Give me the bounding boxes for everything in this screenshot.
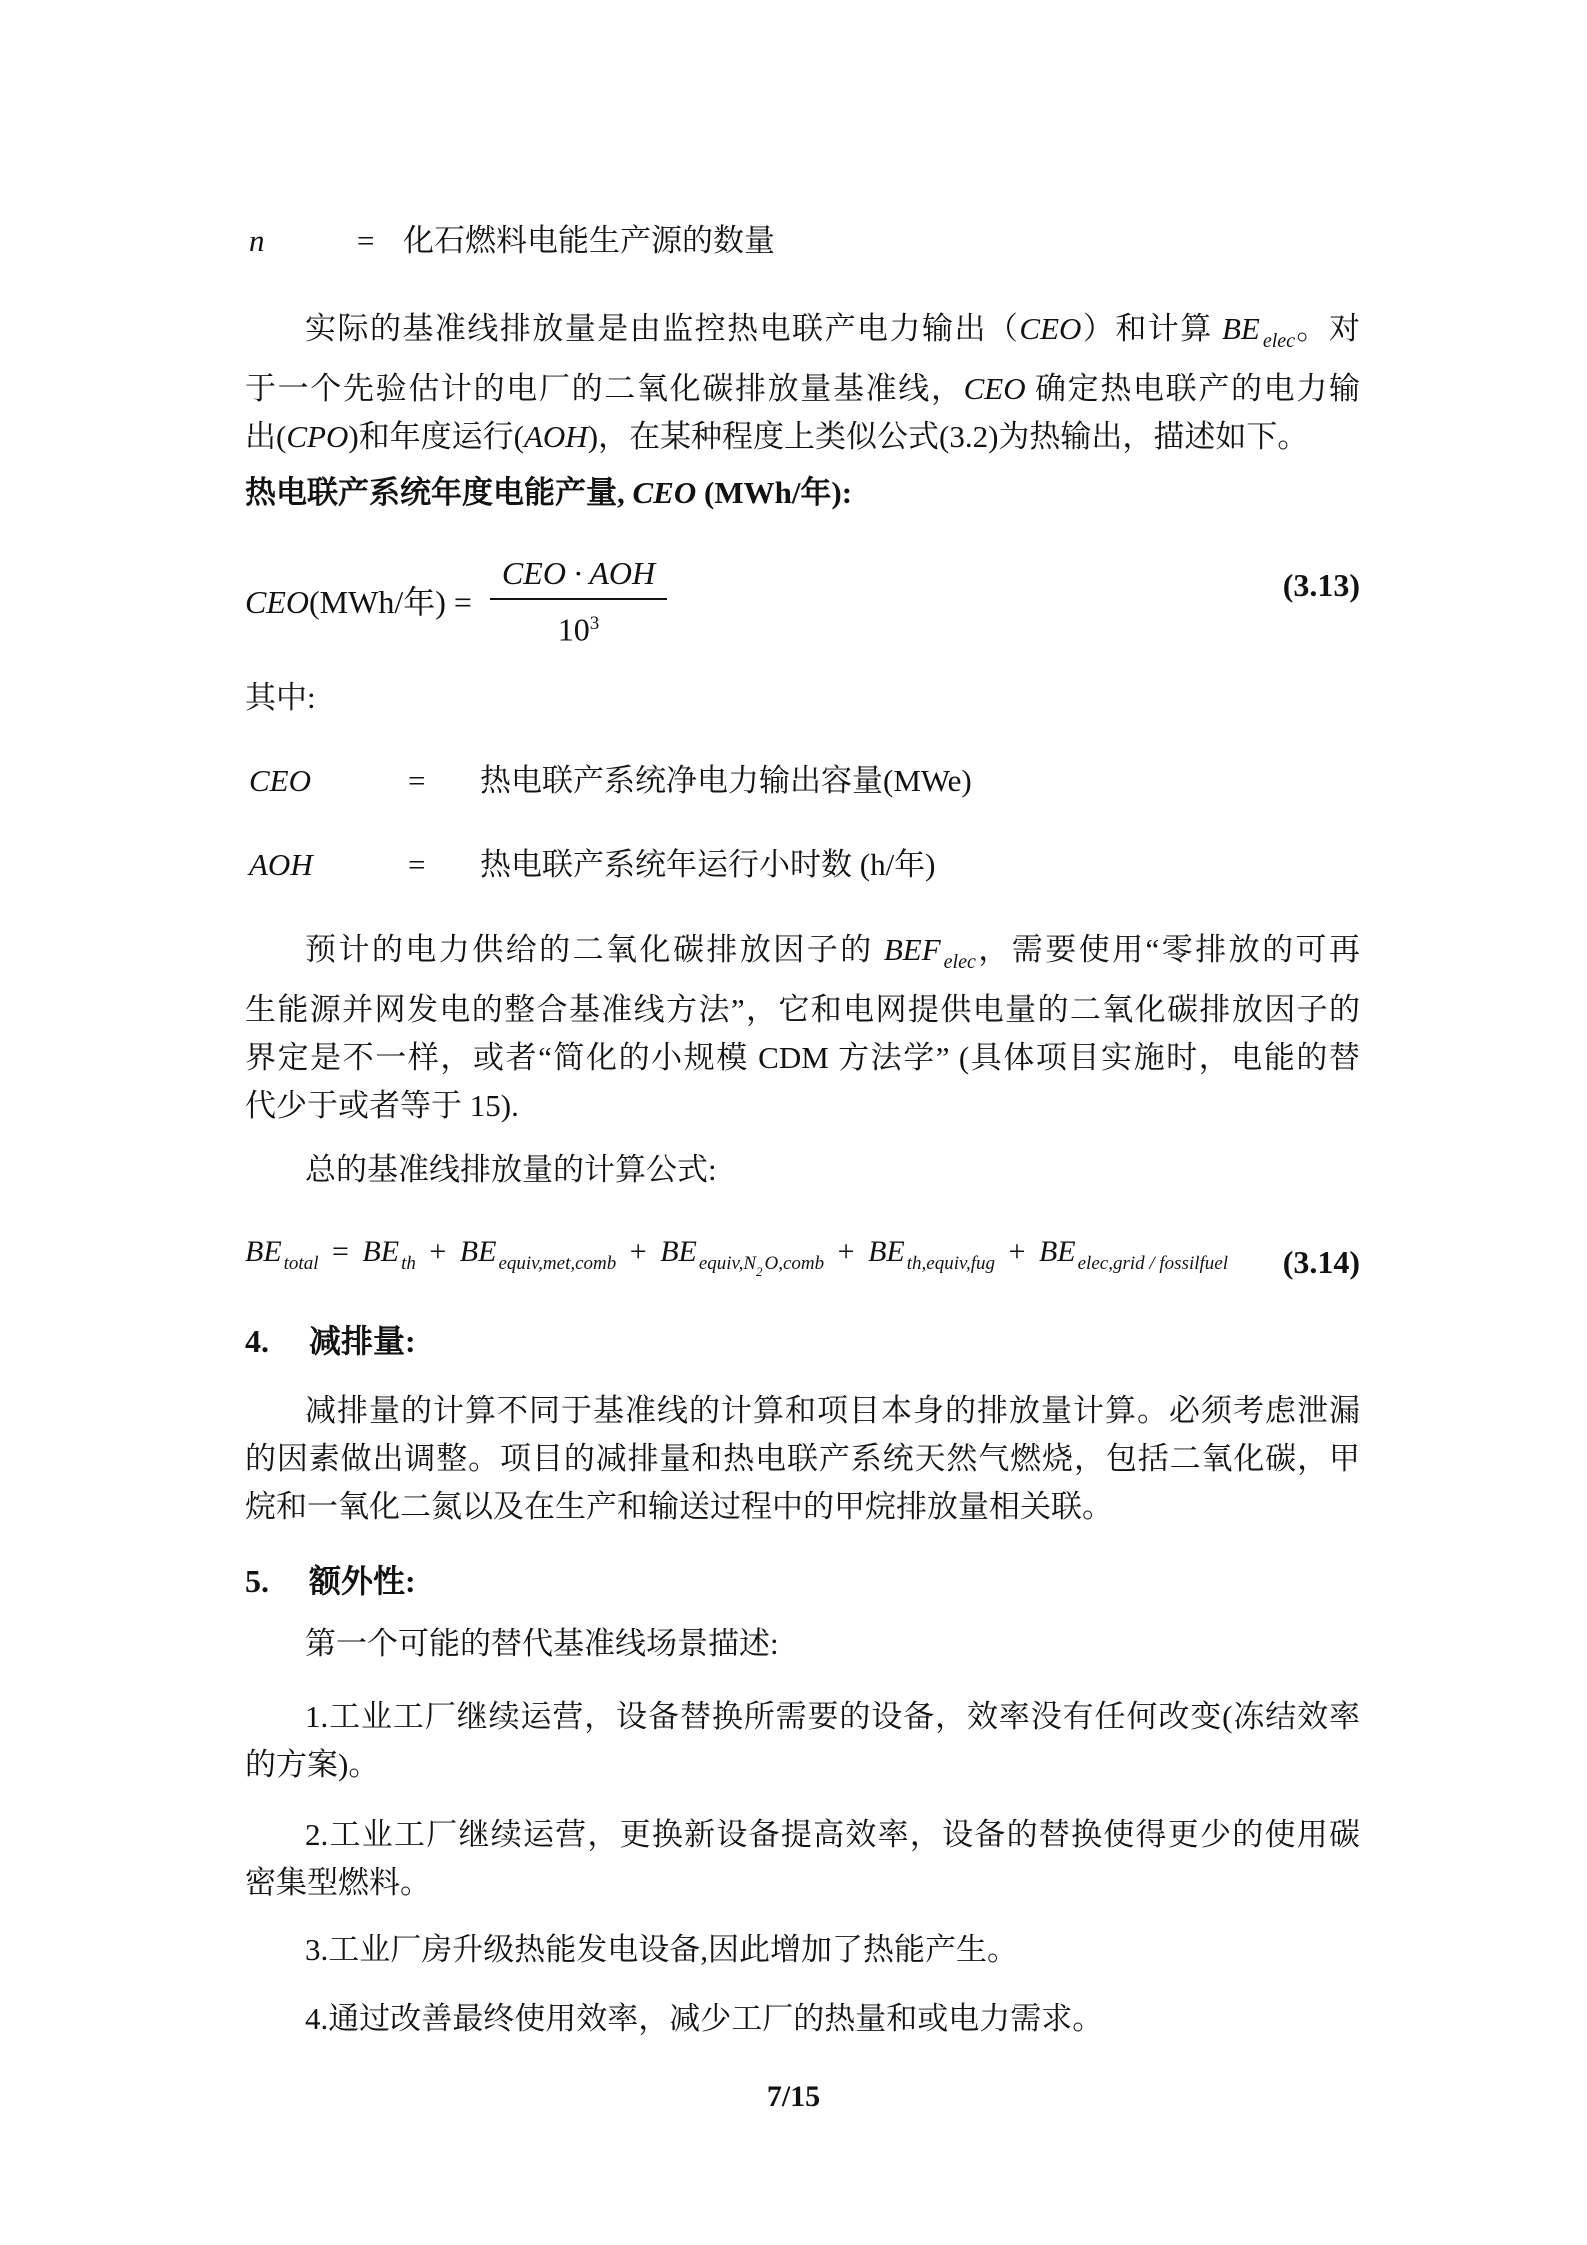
equation-number: (3.13) bbox=[1282, 567, 1360, 603]
equals-sign: = bbox=[357, 223, 375, 258]
text-line: 密集型燃料。 bbox=[245, 1865, 431, 1900]
text-line: 减排量的计算不同于基准线的计算和项目本身的排放量计算。必须考虑泄漏 bbox=[305, 1393, 1360, 1428]
definition-row-ceo bbox=[245, 757, 1360, 805]
scenario-item-1 bbox=[245, 1693, 1360, 1789]
equation-expression: BE $_{total}$ = BE $_{th}$ + BE $_{equiv,met,comb}$ + BE $_{equiv,N2}$ $_{O,comb}$ + BE $_{th,equiv,fug}$ + BE $_{elec,grid / fossilfuel}$ bbox=[245, 1235, 1229, 1279]
definition-description: 热电联产系统年运行小时数 (h/年) bbox=[480, 847, 936, 882]
page-number: 7/15 bbox=[766, 2080, 821, 2113]
heading-label: 额外性: bbox=[309, 1563, 416, 1599]
text-line: 出(CPO)和年度运行(AOH)，在某种程度上类似公式(3.2)为热输出，描述如下。 bbox=[245, 419, 1309, 454]
scenario-intro: 第一个可能的替代基准线场景描述: bbox=[305, 1626, 779, 1661]
heading-number: 4. bbox=[245, 1323, 269, 1359]
heading-label: 减排量: bbox=[309, 1323, 416, 1359]
text-line: 预计的电力供给的二氧化碳排放因子的 BEF $_{elec}$，需要使用“零排放的可再 bbox=[305, 932, 1360, 973]
definition-description: 热电联产系统净电力输出容量(MWe) bbox=[480, 763, 972, 798]
equation-number: (3.14) bbox=[1282, 1244, 1360, 1280]
equation-3-14 bbox=[245, 1228, 1360, 1296]
fraction bbox=[490, 553, 667, 651]
definition-description: 化石燃料电能生产源的数量 bbox=[403, 223, 775, 258]
text-line: 的因素做出调整。项目的减排量和热电联产系统天然气燃烧，包括二氧化碳，甲 bbox=[245, 1441, 1360, 1476]
text-line: 代少于或者等于 15). bbox=[245, 1088, 519, 1123]
equation-lhs: CEO(MWh/年) = bbox=[245, 583, 480, 620]
fraction-numerator: CEO · AOH bbox=[490, 553, 667, 600]
text-line: 生能源并网发电的整合基准线方法”，它和电网提供电量的二氧化碳排放因子的 bbox=[245, 992, 1360, 1027]
where-label: 其中: bbox=[245, 680, 316, 715]
fraction-denominator: $10^3$ bbox=[557, 611, 600, 648]
text-line: 于一个先验估计的电厂的二氧化碳排放量基准线，CEO 确定热电联产的电力输 bbox=[245, 371, 1360, 406]
scenario-item-4: 4.通过改善最终使用效率，减少工厂的热量和或电力需求。 bbox=[305, 2001, 1104, 2036]
equals-sign: = bbox=[408, 847, 426, 882]
equals-sign: = bbox=[408, 763, 426, 798]
scenario-item-2 bbox=[245, 1811, 1360, 1907]
paragraph-emission-reductions bbox=[245, 1387, 1360, 1531]
heading-ceo-output: 热电联产系统年度电能产量, CEO (MWh/年): bbox=[245, 475, 853, 510]
definition-term: AOH bbox=[249, 847, 313, 882]
definition-row-n bbox=[245, 217, 1360, 265]
definition-row-aoh bbox=[245, 841, 1360, 889]
heading-additionality bbox=[245, 1557, 1360, 1605]
total-baseline-intro: 总的基准线排放量的计算公式: bbox=[305, 1152, 717, 1187]
heading-emission-reductions bbox=[245, 1317, 1360, 1365]
definition-term: CEO bbox=[249, 763, 311, 798]
text-line: 2.工业工厂继续运营，更换新设备提高效率，设备的替换使得更少的使用碳 bbox=[305, 1817, 1360, 1852]
heading-number: 5. bbox=[245, 1563, 269, 1599]
scenario-item-3: 3.工业厂房升级热能发电设备,因此增加了热能产生。 bbox=[305, 1932, 1018, 1967]
text-line: 的方案)。 bbox=[245, 1747, 380, 1782]
text-line: 界定是不一样，或者“简化的小规模 CDM 方法学” (具体项目实施时，电能的替 bbox=[245, 1040, 1360, 1075]
equation-3-13 bbox=[245, 553, 1360, 651]
text-line: 烷和一氧化二氮以及在生产和输送过程中的甲烷排放量相关联。 bbox=[245, 1489, 1113, 1524]
paragraph-actual-baseline bbox=[245, 305, 1360, 461]
definition-term: n bbox=[249, 223, 265, 258]
text-line: 实际的基准线排放量是由监控热电联产电力输出（CEO）和计算 BE $_{elec}$。对 bbox=[305, 311, 1361, 352]
text-line: 1.工业工厂继续运营，设备替换所需要的设备，效率没有任何改变(冻结效率 bbox=[305, 1699, 1360, 1734]
paragraph-bef-elec bbox=[245, 926, 1360, 1130]
